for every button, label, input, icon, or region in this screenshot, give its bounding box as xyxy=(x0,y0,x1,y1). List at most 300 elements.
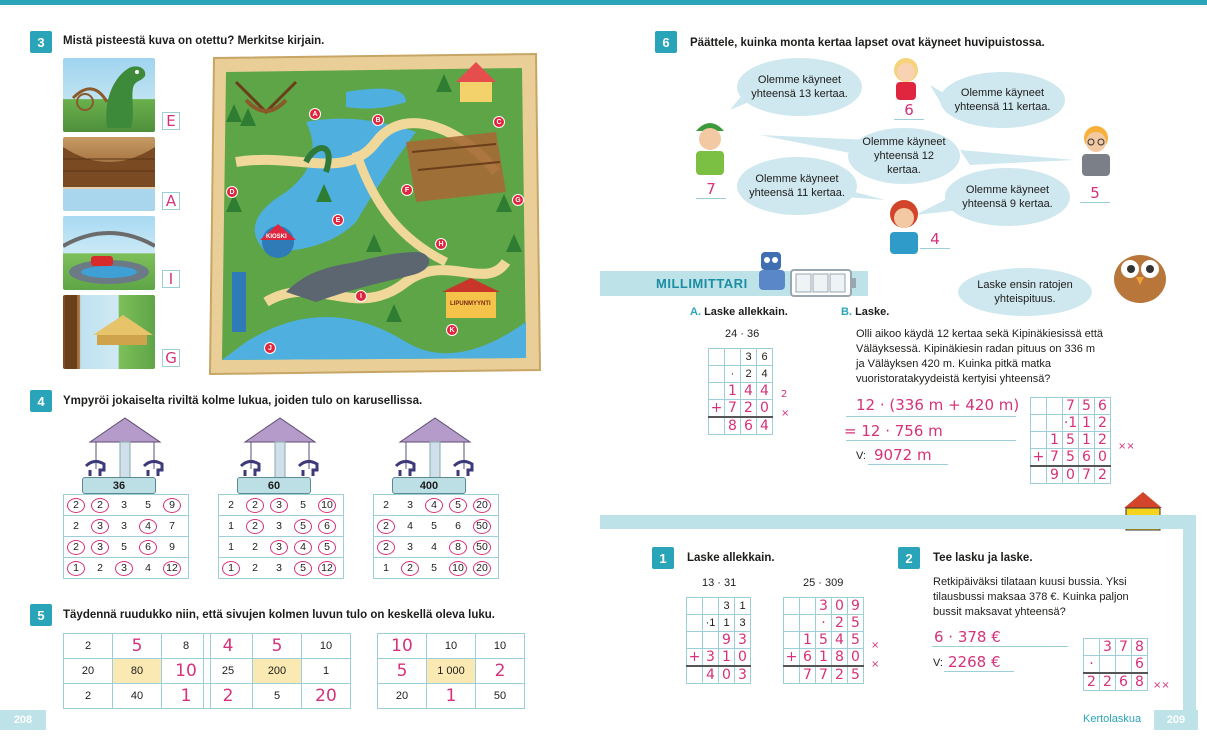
grid-cell[interactable]: 7 xyxy=(1047,449,1063,467)
circled-number[interactable]: 50 xyxy=(473,540,491,555)
grid-row xyxy=(64,516,189,537)
number[interactable]: 3 xyxy=(407,541,413,553)
grid-cell[interactable]: 7 xyxy=(725,400,741,418)
grid-row xyxy=(64,537,189,558)
grid-cell[interactable]: 1 xyxy=(719,649,735,667)
circled-number[interactable]: 5 xyxy=(294,519,312,534)
subtask-b-line-2[interactable]: = 12 · 756 m xyxy=(844,422,943,440)
grid-cell[interactable] xyxy=(1084,639,1100,656)
grid-row xyxy=(1031,449,1111,467)
number[interactable]: 3 xyxy=(121,520,127,532)
answer-line xyxy=(932,646,1068,647)
grid-cell: 3 xyxy=(741,349,757,366)
map-marker-i: I xyxy=(355,290,367,302)
circled-number[interactable]: 5 xyxy=(449,498,467,513)
grid-cell[interactable]: 1 xyxy=(427,684,476,709)
owl-hint-bubble: Laske ensin ratojen yhteispituus. xyxy=(958,268,1092,316)
circled-number[interactable]: 1 xyxy=(222,561,240,576)
grid-row xyxy=(1084,639,1148,656)
number[interactable]: 1 xyxy=(228,520,234,532)
circled-number[interactable]: 20 xyxy=(473,561,491,576)
task-r1-title: Laske allekkain. xyxy=(687,552,775,564)
grid-cell[interactable]: 4 xyxy=(703,666,719,684)
kid-answer-3[interactable]: 5 xyxy=(1080,184,1110,203)
task5-title: Täydennä ruudukko niin, että sivujen kolmen luvun tulo on keskellä oleva luku. xyxy=(63,609,495,621)
map-marker-j: J xyxy=(264,342,276,354)
grid-row xyxy=(374,516,499,537)
kid-answer-4[interactable]: 4 xyxy=(920,230,950,249)
grid-cell xyxy=(374,495,499,516)
grid-cell[interactable]: 2 xyxy=(1084,673,1100,691)
task3-answer-1[interactable]: E xyxy=(162,112,180,130)
grid-cell[interactable] xyxy=(687,666,703,684)
grid-row xyxy=(784,632,864,649)
grid-row xyxy=(784,649,864,667)
grid-row xyxy=(219,495,344,516)
amusement-park-map xyxy=(206,52,542,378)
grid-cell[interactable]: 1 xyxy=(816,649,832,667)
grid-cell[interactable] xyxy=(784,632,800,649)
grid-cell[interactable]: + xyxy=(709,400,725,418)
map-marker-f: F xyxy=(401,184,413,196)
number[interactable]: 2 xyxy=(252,541,258,553)
grid-cell[interactable]: 3 xyxy=(816,598,832,615)
grid-cell[interactable]: 0 xyxy=(848,649,864,667)
grid-cell: 4 xyxy=(757,366,773,383)
carousel-number-grid-3 xyxy=(373,494,499,579)
grid-cell[interactable]: 5 xyxy=(253,634,302,659)
circled-number[interactable]: 6 xyxy=(139,540,157,555)
grid-cell[interactable]: 8 xyxy=(832,649,848,667)
number[interactable]: 6 xyxy=(455,520,461,532)
answer-line xyxy=(846,416,1016,417)
circled-number[interactable]: 1 xyxy=(67,561,85,576)
left-page-number: 208 xyxy=(0,710,46,730)
circled-number[interactable]: 10 xyxy=(318,498,336,513)
grid-cell[interactable] xyxy=(1047,415,1063,432)
grid-cell[interactable]: 0 xyxy=(735,649,751,667)
grid-cell[interactable] xyxy=(1031,432,1047,449)
map-marker-g: G xyxy=(512,194,524,206)
product-grid-1 xyxy=(63,633,211,709)
grid-cell xyxy=(687,598,703,615)
grid-cell[interactable]: 0 xyxy=(1095,449,1111,467)
carousel-product: 60 xyxy=(237,477,311,494)
task-r2-carries: ×× xyxy=(1153,680,1170,691)
right-page-number: 209 xyxy=(1154,710,1198,730)
grid-cell[interactable]: 1 xyxy=(1079,432,1095,449)
grid-cell[interactable]: 9 xyxy=(719,632,735,649)
number[interactable]: 2 xyxy=(97,562,103,574)
task-r2-answer[interactable]: 2268 € xyxy=(948,653,1001,671)
task4-number: 4 xyxy=(30,390,52,412)
grid-cell[interactable]: 2 xyxy=(832,666,848,684)
grid-row xyxy=(219,558,344,579)
grid-row xyxy=(64,684,211,709)
circled-number[interactable]: 2 xyxy=(401,561,419,576)
grid-cell[interactable]: 4 xyxy=(757,417,773,435)
millimittari-title: MILLIMITTARI xyxy=(656,276,748,291)
grid-cell[interactable]: 1 xyxy=(725,383,741,400)
grid-cell[interactable]: 5 xyxy=(1063,432,1079,449)
circled-number[interactable]: 4 xyxy=(425,498,443,513)
carousel-1 xyxy=(60,414,190,497)
circled-number[interactable]: 2 xyxy=(246,498,264,513)
grid-cell[interactable] xyxy=(784,666,800,684)
map-marker-d: D xyxy=(226,186,238,198)
grid-cell[interactable]: 5 xyxy=(113,634,162,659)
kid-answer-1[interactable]: 6 xyxy=(894,101,924,120)
grid-cell[interactable]: 4 xyxy=(832,632,848,649)
grid-cell[interactable]: 9 xyxy=(1047,466,1063,484)
grid-row xyxy=(64,659,211,684)
grid-cell[interactable]: + xyxy=(687,649,703,667)
grid-cell xyxy=(64,537,189,558)
grid-cell[interactable]: 3 xyxy=(735,666,751,684)
grid-cell[interactable]: 6 xyxy=(1116,673,1132,691)
grid-cell[interactable]: 4 xyxy=(204,634,253,659)
grid-cell[interactable]: 6 xyxy=(1079,449,1095,467)
grid-cell[interactable]: 5 xyxy=(848,615,864,632)
grid-cell: 10 xyxy=(427,634,476,659)
grid-row xyxy=(204,684,351,709)
circled-number[interactable]: 9 xyxy=(163,498,181,513)
number[interactable]: 7 xyxy=(169,520,175,532)
circled-number[interactable]: 20 xyxy=(473,498,491,513)
grid-cell[interactable]: 6 xyxy=(1132,656,1148,674)
task3-answer-4[interactable]: G xyxy=(162,349,180,367)
grid-cell xyxy=(64,495,189,516)
task-r1-expression-1: 13 · 31 xyxy=(702,577,737,589)
grid-cell[interactable]: 8 xyxy=(725,417,741,435)
grid-cell: ·1 xyxy=(703,615,719,632)
girl-red-hair-icon xyxy=(884,196,924,256)
top-bar xyxy=(0,0,1207,5)
grid-cell: 10 xyxy=(476,634,525,659)
subtask-a-carry-2: × xyxy=(781,408,790,419)
product-grid-2 xyxy=(203,633,351,709)
subtask-b-answer[interactable]: 9072 m xyxy=(874,446,932,464)
section-divider-side xyxy=(1183,515,1196,715)
grid-cell[interactable]: 2 xyxy=(1095,432,1111,449)
grid-row xyxy=(378,659,525,684)
grid-cell[interactable] xyxy=(800,615,816,632)
grid-cell[interactable]: 1 xyxy=(162,684,211,709)
grid-cell[interactable]: + xyxy=(784,649,800,667)
grid-cell[interactable] xyxy=(1116,656,1132,674)
grid-cell: 2 xyxy=(64,634,113,659)
grid-row xyxy=(687,649,751,667)
circled-number[interactable]: 10 xyxy=(449,561,467,576)
number[interactable]: 3 xyxy=(276,562,282,574)
carousel-product: 36 xyxy=(82,477,156,494)
carousel-2 xyxy=(215,414,345,497)
speech-bubble-4: Olemme käyneet yhteensä 11 kertaa. xyxy=(737,157,857,215)
number[interactable]: 2 xyxy=(252,562,258,574)
grid-row xyxy=(1031,415,1111,432)
number[interactable]: 3 xyxy=(407,499,413,511)
grid-cell[interactable]: 7 xyxy=(1063,398,1079,415)
grid-center-cell: 200 xyxy=(253,659,302,684)
grid-row xyxy=(687,615,751,632)
grid-cell[interactable]: 5 xyxy=(1079,398,1095,415)
number[interactable]: 2 xyxy=(73,520,79,532)
grid-cell[interactable] xyxy=(703,632,719,649)
grid-cell[interactable]: 7 xyxy=(1116,639,1132,656)
circled-number[interactable]: 50 xyxy=(473,519,491,534)
map-marker-h: H xyxy=(435,238,447,250)
task-r2-answer-label: V: xyxy=(933,657,943,669)
grid-cell: 40 xyxy=(113,684,162,709)
map-marker-k: K xyxy=(446,324,458,336)
grid-cell: 1 xyxy=(735,598,751,615)
task-r2-line-1[interactable]: 6 · 378 € xyxy=(934,628,1001,646)
number[interactable]: 1 xyxy=(228,541,234,553)
circled-number[interactable]: 5 xyxy=(294,561,312,576)
grid-cell: 50 xyxy=(476,684,525,709)
grid-row xyxy=(219,516,344,537)
number[interactable]: 2 xyxy=(383,499,389,511)
grid-row xyxy=(709,417,773,435)
number[interactable]: 5 xyxy=(431,520,437,532)
grid-cell[interactable]: + xyxy=(1031,449,1047,467)
subtask-b-text: Olli aikoo käydä 12 kertaa sekä Kipinäkiesissä että Väläyksessä. Kipinäkiesin radan pituus on 336 m ja Väläyksen 420 m. Kuinka pitkä matka vuoristoratakyydeistä kertyisi yhteensä? xyxy=(856,328,1104,385)
grid-cell[interactable]: 8 xyxy=(1132,639,1148,656)
grid-row xyxy=(1084,673,1148,691)
subtask-a-grid xyxy=(708,348,773,435)
grid-cell[interactable]: · xyxy=(1084,656,1100,674)
task3-answer-2[interactable]: A xyxy=(162,192,180,210)
grid-cell xyxy=(64,558,189,579)
grid-row xyxy=(1031,398,1111,415)
circled-number[interactable]: 2 xyxy=(67,540,85,555)
grid-cell: 10 xyxy=(302,634,351,659)
grid-row xyxy=(378,634,525,659)
carousel-number-grid-2 xyxy=(218,494,344,579)
subtask-a-title: A. Laske allekkain. xyxy=(690,306,788,318)
circled-number[interactable]: 3 xyxy=(270,498,288,513)
map-marker-e: E xyxy=(332,214,344,226)
grid-cell xyxy=(219,558,344,579)
grid-cell[interactable]: 10 xyxy=(162,659,211,684)
grid-cell: 20 xyxy=(378,684,427,709)
grid-row xyxy=(374,495,499,516)
grid-cell[interactable]: 3 xyxy=(703,649,719,667)
circled-number[interactable]: 3 xyxy=(91,540,109,555)
grid-cell[interactable]: 2 xyxy=(204,684,253,709)
subtask-b-answer-label: V: xyxy=(856,450,866,462)
grid-cell[interactable] xyxy=(1031,466,1047,484)
answer-line xyxy=(944,671,1014,672)
grid-cell[interactable]: 3 xyxy=(1100,639,1116,656)
grid-cell xyxy=(709,417,725,435)
number[interactable]: 5 xyxy=(300,499,306,511)
grid-cell[interactable] xyxy=(1031,398,1047,415)
chapter-name: Kertolaskua xyxy=(1083,713,1142,725)
grid-cell[interactable]: 4 xyxy=(741,383,757,400)
task3-answer-3[interactable]: I xyxy=(162,270,180,288)
grid-cell[interactable]: 3 xyxy=(735,632,751,649)
number[interactable]: 1 xyxy=(383,562,389,574)
grid-cell[interactable]: 0 xyxy=(832,598,848,615)
circled-number[interactable]: 8 xyxy=(449,540,467,555)
grid-cell[interactable]: 0 xyxy=(719,666,735,684)
subtask-b-carries: ×× xyxy=(1118,441,1135,452)
number[interactable]: 3 xyxy=(121,499,127,511)
grid-cell[interactable]: 5 xyxy=(848,666,864,684)
grid-row xyxy=(784,598,864,615)
grid-row xyxy=(219,537,344,558)
circled-number[interactable]: 4 xyxy=(294,540,312,555)
grid-cell[interactable]: 7 xyxy=(816,666,832,684)
grid-cell[interactable]: 1 xyxy=(800,632,816,649)
grid-cell[interactable]: 6 xyxy=(1095,398,1111,415)
grid-cell[interactable]: 5 xyxy=(1063,449,1079,467)
grid-cell xyxy=(725,349,741,366)
grid-cell[interactable]: 1 xyxy=(1079,415,1095,432)
circled-number[interactable]: 5 xyxy=(318,540,336,555)
number[interactable]: 4 xyxy=(407,520,413,532)
grid-cell[interactable]: 0 xyxy=(757,400,773,418)
scene-ship-image xyxy=(63,137,155,211)
girl-blonde-icon xyxy=(888,52,924,100)
grid-cell xyxy=(703,598,719,615)
grid-cell[interactable]: 20 xyxy=(302,684,351,709)
number[interactable]: 3 xyxy=(276,520,282,532)
boy-glasses-icon xyxy=(1076,120,1116,178)
grid-cell[interactable] xyxy=(1047,398,1063,415)
grid-cell[interactable]: 5 xyxy=(816,632,832,649)
grid-cell[interactable]: · xyxy=(816,615,832,632)
grid-cell: 8 xyxy=(162,634,211,659)
grid-cell[interactable]: 2 xyxy=(1095,466,1111,484)
circled-number[interactable]: 2 xyxy=(377,540,395,555)
grid-row xyxy=(204,659,351,684)
grid-cell[interactable]: 1 xyxy=(1047,432,1063,449)
grid-cell[interactable]: 10 xyxy=(378,634,427,659)
grid-cell xyxy=(709,366,725,383)
task-r1-carry-2: × xyxy=(871,659,880,670)
grid-cell[interactable]: 2 xyxy=(1100,673,1116,691)
grid-cell[interactable]: 4 xyxy=(757,383,773,400)
grid-cell xyxy=(219,495,344,516)
grid-cell xyxy=(374,537,499,558)
grid-cell: 20 xyxy=(64,659,113,684)
grid-cell xyxy=(374,558,499,579)
grid-cell[interactable]: 5 xyxy=(378,659,427,684)
task6-number: 6 xyxy=(655,31,677,53)
circled-number[interactable]: 12 xyxy=(318,561,336,576)
carousel-product: 400 xyxy=(392,477,466,494)
grid-cell[interactable]: 2 xyxy=(1095,415,1111,432)
grid-cell[interactable]: 5 xyxy=(848,632,864,649)
number[interactable]: 2 xyxy=(228,499,234,511)
circled-number[interactable]: 3 xyxy=(115,561,133,576)
grid-cell[interactable]: 8 xyxy=(1132,673,1148,691)
kid-answer-2[interactable]: 7 xyxy=(696,180,726,199)
grid-cell[interactable]: 2 xyxy=(741,400,757,418)
circled-number[interactable]: 2 xyxy=(246,519,264,534)
grid-cell[interactable]: 7 xyxy=(800,666,816,684)
grid-cell: 3 xyxy=(719,598,735,615)
task-r1-grid-1 xyxy=(686,597,751,684)
map-marker-c: C xyxy=(493,116,505,128)
grid-cell: 5 xyxy=(253,684,302,709)
grid-cell xyxy=(709,349,725,366)
grid-cell: 6 xyxy=(757,349,773,366)
grid-cell xyxy=(709,383,725,400)
grid-cell[interactable]: 6 xyxy=(741,417,757,435)
task4-title: Ympyröi jokaiselta riviltä kolme lukua, joiden tulo on karusellissa. xyxy=(63,395,423,407)
circled-number[interactable]: 2 xyxy=(377,519,395,534)
section-divider xyxy=(600,515,1196,529)
task-r2-title: Tee lasku ja laske. xyxy=(933,552,1033,564)
grid-center-cell: 1 000 xyxy=(427,659,476,684)
grid-cell[interactable]: 7 xyxy=(1079,466,1095,484)
subtask-b-line-1[interactable]: 12 · (336 m + 420 m) xyxy=(856,396,1020,414)
circled-number[interactable]: 3 xyxy=(270,540,288,555)
number[interactable]: 5 xyxy=(145,499,151,511)
circled-number[interactable]: 12 xyxy=(163,561,181,576)
grid-row xyxy=(1084,656,1148,674)
circled-number[interactable]: 4 xyxy=(139,519,157,534)
task5-number: 5 xyxy=(30,604,52,626)
task-r1-number: 1 xyxy=(652,547,674,569)
grid-cell[interactable] xyxy=(687,632,703,649)
grid-cell[interactable] xyxy=(784,615,800,632)
grid-cell[interactable]: 2 xyxy=(832,615,848,632)
product-grid-3 xyxy=(377,633,525,709)
grid-cell[interactable] xyxy=(800,598,816,615)
answer-line xyxy=(868,464,948,465)
number[interactable]: 5 xyxy=(121,541,127,553)
grid-cell[interactable]: 9 xyxy=(848,598,864,615)
grid-cell[interactable]: 6 xyxy=(800,649,816,667)
grid-cell xyxy=(64,516,189,537)
number[interactable]: 4 xyxy=(145,562,151,574)
grid-cell[interactable] xyxy=(1031,415,1047,432)
circled-number[interactable]: 2 xyxy=(91,498,109,513)
task3-title: Mistä pisteestä kuva on otettu? Merkitse kirjain. xyxy=(63,35,325,47)
grid-cell[interactable]: ·1 xyxy=(1063,415,1078,431)
task-r1-grid-2 xyxy=(783,597,864,684)
number[interactable]: 4 xyxy=(431,541,437,553)
subtask-b-title: B. Laske. xyxy=(841,306,890,318)
ticket-booth-sign: LIPUNMYYNTI xyxy=(450,301,491,307)
scene-car-image xyxy=(63,216,155,290)
circled-number[interactable]: 6 xyxy=(318,519,336,534)
grid-row xyxy=(687,632,751,649)
grid-row xyxy=(64,558,189,579)
circled-number[interactable]: 2 xyxy=(67,498,85,513)
grid-cell[interactable]: 0 xyxy=(1063,466,1079,484)
grid-cell[interactable]: 2 xyxy=(476,659,525,684)
scene-tower-image xyxy=(63,295,155,369)
grid-cell xyxy=(219,537,344,558)
subtask-a-carry-1: 2 xyxy=(781,389,788,400)
grid-cell: · xyxy=(725,366,741,383)
grid-row xyxy=(1031,432,1111,449)
circled-number[interactable]: 3 xyxy=(91,519,109,534)
number[interactable]: 9 xyxy=(169,541,175,553)
grid-row xyxy=(374,558,499,579)
grid-cell[interactable] xyxy=(784,598,800,615)
number[interactable]: 5 xyxy=(431,562,437,574)
speech-bubble-3: Olemme käyneet yhteensä 12 kertaa. xyxy=(848,128,960,184)
boy-green-cap-icon xyxy=(690,115,730,177)
grid-row xyxy=(64,495,189,516)
grid-cell[interactable] xyxy=(1100,656,1116,674)
